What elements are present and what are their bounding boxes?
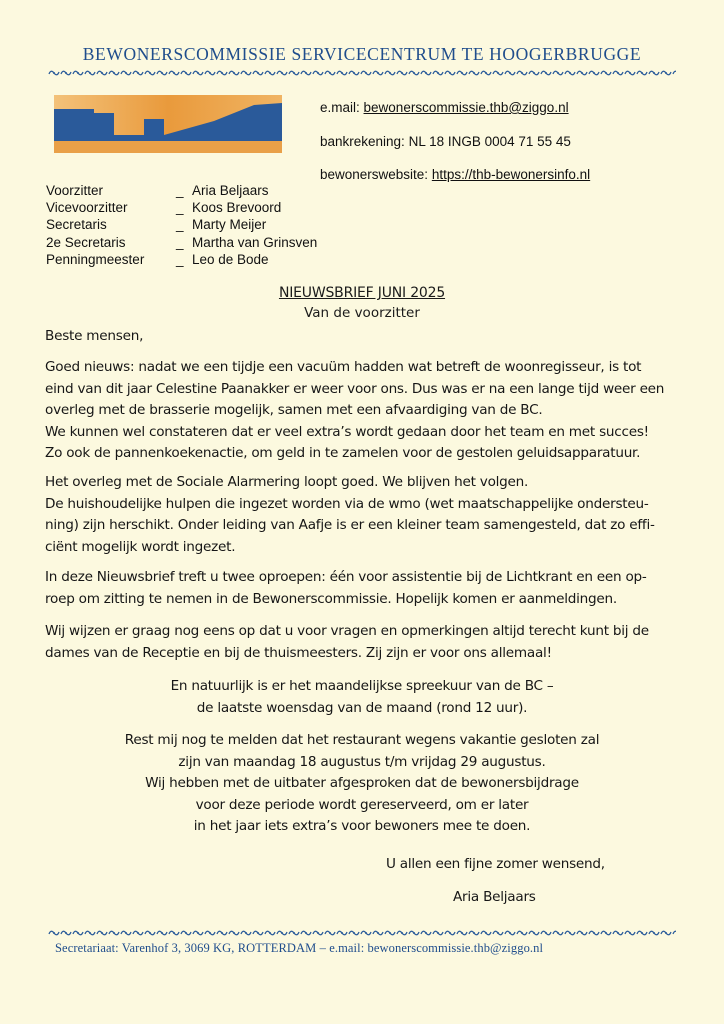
- paragraph-line: En natuurlijk is er het maandelijkse spreekuur van de BC –: [170, 678, 554, 694]
- board-member-row: [46, 216, 317, 233]
- board-member-row: [46, 234, 317, 251]
- paragraph-line: We kunnen wel constateren dat er veel extra’s wordt gedaan door het team en met succes!: [45, 423, 649, 440]
- board-dash: _: [176, 234, 184, 250]
- website-link[interactable]: https://thb-bewonersinfo.nl: [431, 167, 591, 182]
- paragraph-3: [45, 567, 695, 610]
- salutation: [45, 326, 695, 348]
- board-dash: _: [176, 251, 184, 267]
- bank-account-number: NL 18 INGB 0004 71 55 45: [408, 134, 571, 149]
- newsletter-title: NIEUWSBRIEF JUNI 2025: [278, 285, 446, 301]
- board-member-row: [46, 199, 317, 216]
- paragraph-line: Wij hebben met de uitbater afgesproken dat de bewonersbijdrage: [145, 775, 579, 792]
- board-name: Martha van Grinsven: [192, 234, 318, 250]
- paragraph-line: Het overleg met de Sociale Alarmering loopt goed. We blijven het volgen.: [45, 474, 529, 490]
- board-name: Leo de Bode: [192, 251, 269, 267]
- board-role: Penningmeester: [46, 251, 145, 267]
- board-dash: _: [176, 217, 184, 233]
- paragraph-6: [0, 730, 724, 838]
- email-link[interactable]: bewonerscommissie.thb@ziggo.nl: [363, 100, 569, 115]
- board-dash: _: [176, 183, 184, 198]
- paragraph-line: Goed nieuws: nadat we een tijdje een vacuüm hadden wat betreft de woonregisseur, is tot: [45, 359, 642, 375]
- paragraph-1: [45, 357, 695, 465]
- bottom-ornament-divider: [48, 928, 676, 938]
- paragraph-line: overleg met de brasserie mogelijk, samen met een afvaardiging van de BC.: [45, 402, 543, 419]
- paragraph-line: De huishoudelijke hulpen die ingezet worden via de wmo (wet maatschappelijke ondersteu-: [45, 495, 649, 512]
- paragraph-line: ciënt mogelijk wordt ingezet.: [45, 538, 236, 555]
- paragraph-line: roep om zitting te nemen in de Bewonerscommissie. Hopelijk komen er aanmeldingen.: [45, 590, 617, 607]
- paragraph-line: ning) zijn herschikt. Onder leiding van Aafje is er een kleiner team samengesteld, dat zo effi-: [45, 517, 655, 534]
- email-label: e.mail:: [320, 100, 360, 115]
- contact-website-row: [320, 167, 590, 182]
- paragraph-line: de laatste woensdag van de maand (rond 12 uur).: [196, 699, 528, 716]
- board-members-list: [46, 182, 317, 268]
- newsletter-subtitle: Van de voorzitter: [304, 305, 420, 321]
- contact-bank-row: [320, 134, 571, 149]
- ornament-pattern: [48, 928, 676, 938]
- paragraph-line: voor deze periode wordt gereserveerd, om er later: [195, 796, 529, 813]
- board-member-row: [46, 251, 317, 268]
- ornament-pattern: [48, 68, 676, 78]
- paragraph-line: Zo ook de pannenkoekenactie, om geld in te zamelen voor de gestolen geluidsapparatuur.: [45, 445, 641, 462]
- board-member-row: [46, 182, 317, 199]
- organization-title: BEWONERSCOMMISSIE SERVICECENTRUM TE HOOGERBRUGGE: [82, 44, 642, 64]
- paragraph-line: Wij wijzen er graag nog eens op dat u voor vragen en opmerkingen altijd terecht kunt bij de: [45, 623, 649, 639]
- closing-line: U allen een fijne zomer wensend,: [386, 856, 605, 872]
- top-ornament-divider: [48, 68, 676, 78]
- paragraph-2: [45, 472, 695, 558]
- board-name: Marty Meijer: [192, 217, 267, 233]
- signature-name: Aria Beljaars: [453, 889, 536, 905]
- website-label: bewonerswebsite:: [320, 167, 429, 182]
- board-dash: _: [176, 200, 184, 216]
- paragraph-line: Rest mij nog te melden dat het restaurant wegens vakantie gesloten zal: [124, 732, 600, 748]
- board-role: 2e Secretaris: [46, 234, 126, 250]
- contact-email-row: [320, 100, 569, 115]
- paragraph-line: In deze Nieuwsbrief treft u twee oproepen: één voor assistentie bij de Lichtkrant en een op-: [45, 569, 647, 585]
- paragraph-line: zijn van maandag 18 augustus t/m vrijdag 29 augustus.: [178, 753, 546, 770]
- paragraph-line: dames van de Receptie en bij de thuismeesters. Zij zijn er voor ons allemaal!: [45, 644, 552, 661]
- board-name: Aria Beljaars: [192, 183, 269, 198]
- paragraph-4: [45, 621, 695, 664]
- paragraph-5: [0, 676, 724, 719]
- organization-logo: [54, 95, 282, 153]
- board-role: Voorzitter: [46, 183, 104, 198]
- paragraph-line: eind van dit jaar Celestine Paanakker er weer voor ons. Dus was er na een lange tijd weer een: [45, 380, 665, 397]
- board-role: Secretaris: [46, 217, 107, 233]
- footer-address: Secretariaat: Varenhof 3, 3069 KG, ROTTERDAM – e.mail: bewonerscommissie.thb@ziggo.nl: [55, 941, 544, 955]
- bank-label: bankrekening:: [320, 134, 405, 149]
- salutation-text: Beste mensen,: [45, 328, 144, 344]
- board-role: Vicevoorzitter: [46, 200, 128, 216]
- paragraph-line: in het jaar iets extra’s voor bewoners mee te doen.: [193, 818, 531, 835]
- board-name: Koos Brevoord: [192, 200, 282, 216]
